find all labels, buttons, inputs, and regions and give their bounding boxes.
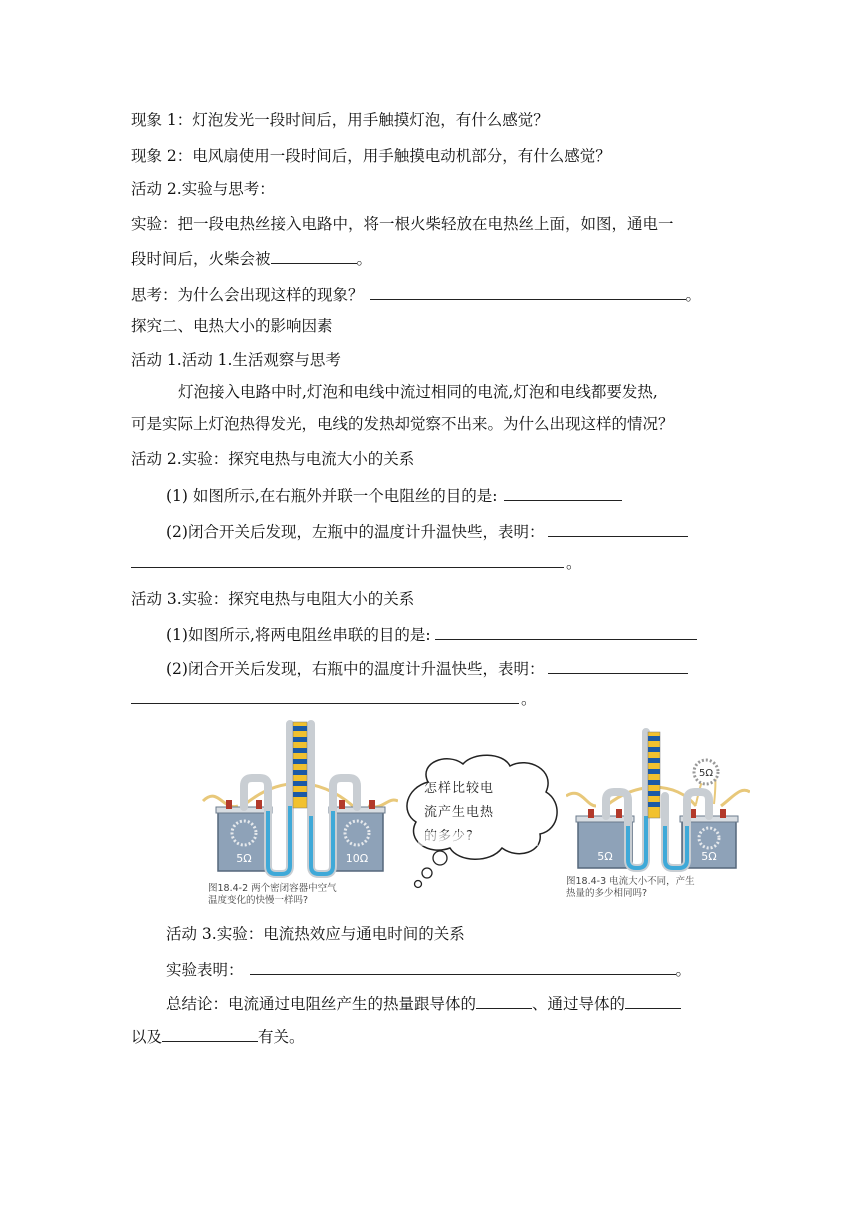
text-line-question-1 bbox=[166, 484, 622, 506]
text-line-question-4 bbox=[166, 657, 688, 679]
answer-blank-match[interactable] bbox=[271, 247, 357, 264]
answer-line-q4-cont[interactable] bbox=[131, 703, 519, 704]
text-line-activity-3-time: 活动 3.实验：电流热效应与通电时间的关系 bbox=[166, 925, 465, 943]
period: 。 bbox=[521, 690, 537, 708]
text-line-phenomenon-1: 现象 1：灯泡发光一段时间后，用手触摸灯泡，有什么感觉？ bbox=[131, 111, 549, 129]
terminal bbox=[339, 800, 345, 809]
period: 。 bbox=[685, 286, 702, 304]
text-line-result bbox=[166, 958, 691, 980]
resistor-label-left: 5Ω bbox=[236, 852, 252, 865]
answer-blank-result[interactable] bbox=[250, 958, 676, 975]
bubble-dot bbox=[415, 881, 422, 888]
terminal bbox=[256, 800, 262, 809]
text-line-think bbox=[131, 283, 701, 305]
figure-current-size-apparatus bbox=[566, 726, 750, 874]
section-heading-2: 探究二、电热大小的影响因素 bbox=[131, 317, 333, 335]
bubble-text-line2: 流产生电热 bbox=[424, 805, 495, 820]
period: 。 bbox=[566, 554, 582, 572]
terminal bbox=[369, 800, 375, 809]
caption-figure-18-4-2-line1: 图18.4-2 两个密闭容器中空气 bbox=[208, 883, 337, 894]
question-2-text: (2)闭合开关后发现，左瓶中的温度计升温快些，表明： bbox=[166, 523, 545, 541]
wire bbox=[566, 793, 596, 806]
wire bbox=[203, 796, 238, 807]
text-line-activity-2-heading: 活动 2.实验与思考： bbox=[131, 180, 275, 198]
answer-line-q2-cont[interactable] bbox=[131, 567, 564, 568]
text-line-conclusion-cont bbox=[131, 1025, 305, 1047]
caption-figure-18-4-3-line1: 图18.4-3 电流大小不同，产生 bbox=[566, 876, 695, 887]
question-3-text: (1)如图所示,将两电阻丝串联的目的是: bbox=[166, 626, 431, 644]
terminal bbox=[226, 800, 232, 809]
conclusion-cont-text: 以及 bbox=[131, 1028, 163, 1046]
text-line-activity-1-heading: 活动 1.活动 1.生活观察与思考 bbox=[131, 351, 341, 369]
terminal bbox=[616, 809, 622, 818]
conclusion-text: 总结论：电流通过电阻丝产生的热量跟导体的 bbox=[166, 995, 477, 1013]
terminal bbox=[720, 809, 726, 818]
text-line-activity-2-current: 活动 2.实验：探究电热与电流大小的关系 bbox=[131, 450, 415, 468]
text-line-phenomenon-2: 现象 2：电风扇使用一段时间后，用手触摸电动机部分，有什么感觉？ bbox=[131, 147, 611, 165]
experiment-cont-text: 段时间后，火柴会被 bbox=[131, 250, 271, 268]
text-line-conclusion bbox=[166, 992, 681, 1014]
thought-bubble bbox=[398, 752, 566, 892]
text-line-paragraph-2: 可是实际上灯泡热得发光，电线的发热却觉察不出来。为什么出现这样的情况？ bbox=[131, 415, 674, 433]
terminal bbox=[588, 809, 594, 818]
resistor-label-right: 5Ω bbox=[701, 850, 717, 863]
text-line-question-2 bbox=[166, 520, 688, 542]
answer-blank-conclusion-2[interactable] bbox=[625, 992, 681, 1009]
text-line-experiment: 实验：把一段电热丝接入电路中，将一根火柴轻放在电热丝上面，如图，通电一 bbox=[131, 215, 674, 233]
answer-blank-think[interactable] bbox=[370, 283, 686, 300]
conclusion-text-2: 、通过导体的 bbox=[532, 995, 626, 1013]
figure-current-resistance-apparatus bbox=[198, 716, 398, 881]
answer-blank-q4[interactable] bbox=[548, 657, 688, 674]
question-4-text: (2)闭合开关后发现，右瓶中的温度计升温快些，表明： bbox=[166, 660, 545, 678]
bubble-dot bbox=[422, 868, 432, 878]
text-line-activity-3-resistance: 活动 3.实验：探究电热与电阻大小的关系 bbox=[131, 590, 415, 608]
caption-figure-18-4-3-line2: 热量的多少相同吗? bbox=[566, 888, 648, 899]
bubble-dot bbox=[433, 851, 447, 865]
question-1-text: (1) 如图所示,在右瓶外并联一个电阻丝的目的是: bbox=[166, 487, 498, 505]
result-text: 实验表明： bbox=[166, 961, 244, 979]
answer-blank-conclusion-1[interactable] bbox=[476, 992, 532, 1009]
bubble-text-line1: 怎样比较电 bbox=[424, 781, 495, 796]
conclusion-end: 有关。 bbox=[258, 1028, 305, 1046]
resistor-label-left: 5Ω bbox=[597, 850, 613, 863]
wire bbox=[721, 790, 750, 806]
caption-figure-18-4-2-line2: 温度变化的快慢一样吗? bbox=[208, 895, 309, 906]
text-line-question-3 bbox=[166, 623, 697, 645]
answer-blank-q1[interactable] bbox=[504, 484, 622, 501]
text-line-experiment-cont bbox=[131, 247, 372, 269]
period: 。 bbox=[675, 961, 692, 979]
bubble-overlap bbox=[418, 832, 538, 846]
answer-blank-q3[interactable] bbox=[435, 623, 697, 640]
period: 。 bbox=[356, 250, 373, 268]
answer-blank-q2[interactable] bbox=[548, 520, 688, 537]
resistor-label-right: 10Ω bbox=[345, 852, 369, 865]
think-text: 思考：为什么会出现这样的现象？ bbox=[131, 286, 364, 304]
resistor-label-outside: 5Ω bbox=[698, 768, 714, 779]
answer-blank-conclusion-3[interactable] bbox=[162, 1025, 258, 1042]
text-line-paragraph-1: 灯泡接入电路中时,灯泡和电线中流过相同的电流,灯泡和电线都要发热, bbox=[178, 383, 658, 401]
